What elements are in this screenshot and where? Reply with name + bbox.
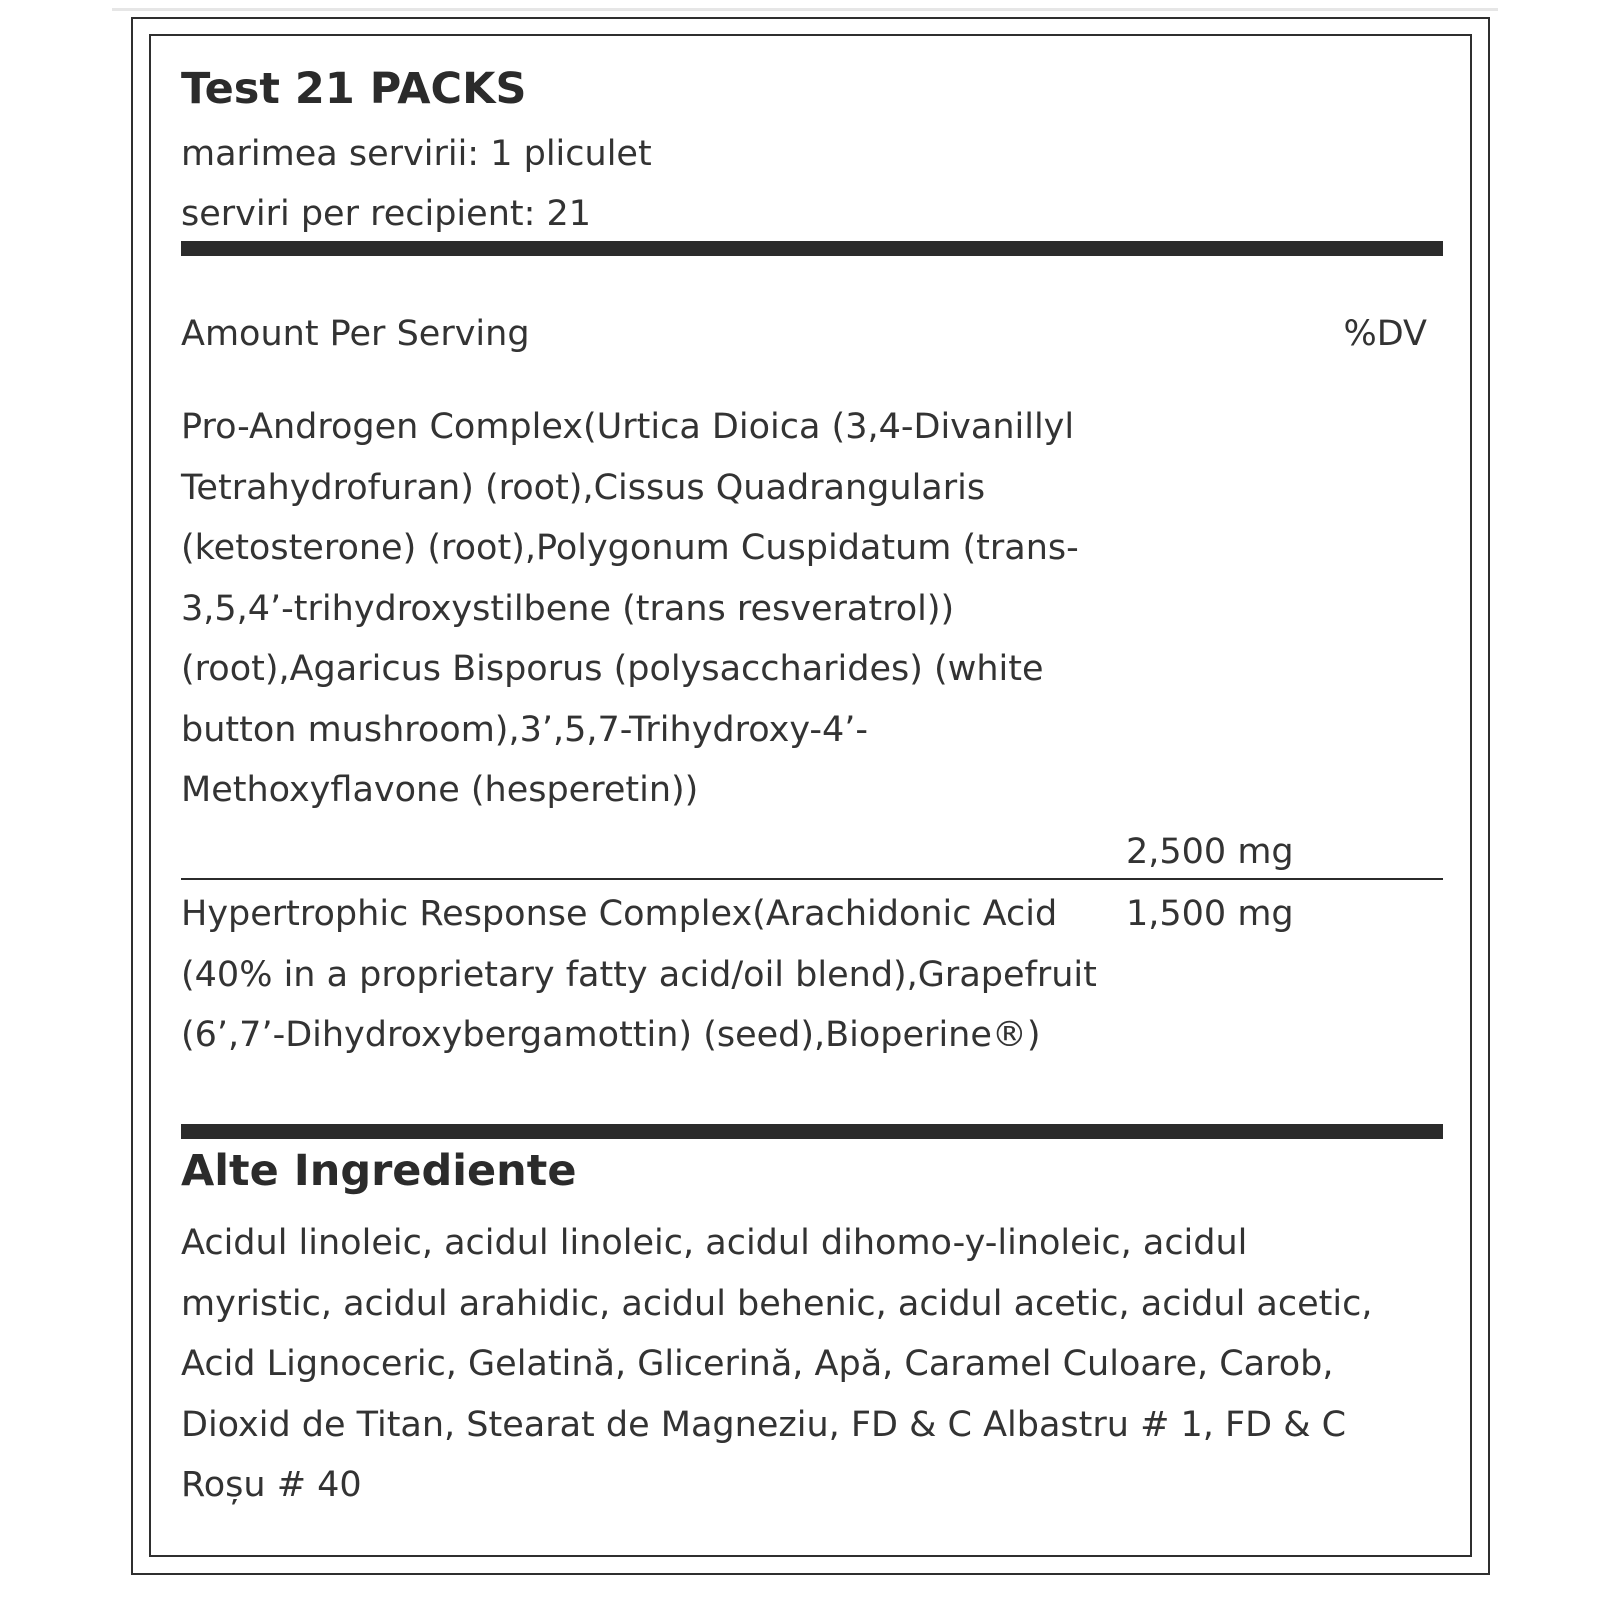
ingredient-amount-pro-androgen: 2,500 mg [1126, 832, 1294, 872]
thick-divider-bottom [181, 1124, 1443, 1139]
serving-size: marimea servirii: 1 pliculet [181, 134, 652, 174]
thin-divider [181, 878, 1443, 880]
top-divider [112, 8, 1498, 11]
product-title: Test 21 PACKS [181, 64, 527, 114]
thick-divider-top [181, 241, 1443, 256]
other-ingredients-text: Acidul linoleic, acidul linoleic, acidul dihomo-y-linoleic, acidul myristic, acidul arahidic, acidul behenic, acidul acetic, acidul acetic, Acid Lignoceric, Gelatină, Glicerină, Apă, Caramel Culoare, Carob, Dioxid de Titan, Stearat de Magneziu, FD & C Albastru # 1, FD & C Roșu # 40 [181, 1223, 1373, 1505]
ingredient-amount-hypertrophic: 1,500 mg [1126, 894, 1294, 934]
ingredient-name-hypertrophic: Hypertrophic Response Complex(Arachidonic Acid (40% in a proprietary fatty acid/oil blend),Grapefruit (6’,7’-Dihydroxybergamottin) (seed),Bioperine®) [181, 894, 1097, 1055]
other-ingredients-title: Alte Ingrediente [181, 1146, 577, 1196]
daily-value-header: %DV [1343, 314, 1427, 354]
ingredient-name-pro-androgen: Pro-Androgen Complex(Urtica Dioica (3,4-Divanillyl Tetrahydrofuran) (root),Cissus Quadrangularis (ketosterone) (root),Polygonum Cuspidatum (trans-3,5,4’-trihydroxystilbene (trans resveratrol)) (root),Agaricus Bisporus (polysaccharides) (white button mushroom),3’,5,7-Trihydroxy-4’-Methoxyflavone (hesperetin)) [181, 407, 1079, 810]
amount-per-serving-header: Amount Per Serving [181, 314, 530, 354]
servings-per-container: serviri per recipient: 21 [181, 194, 592, 234]
